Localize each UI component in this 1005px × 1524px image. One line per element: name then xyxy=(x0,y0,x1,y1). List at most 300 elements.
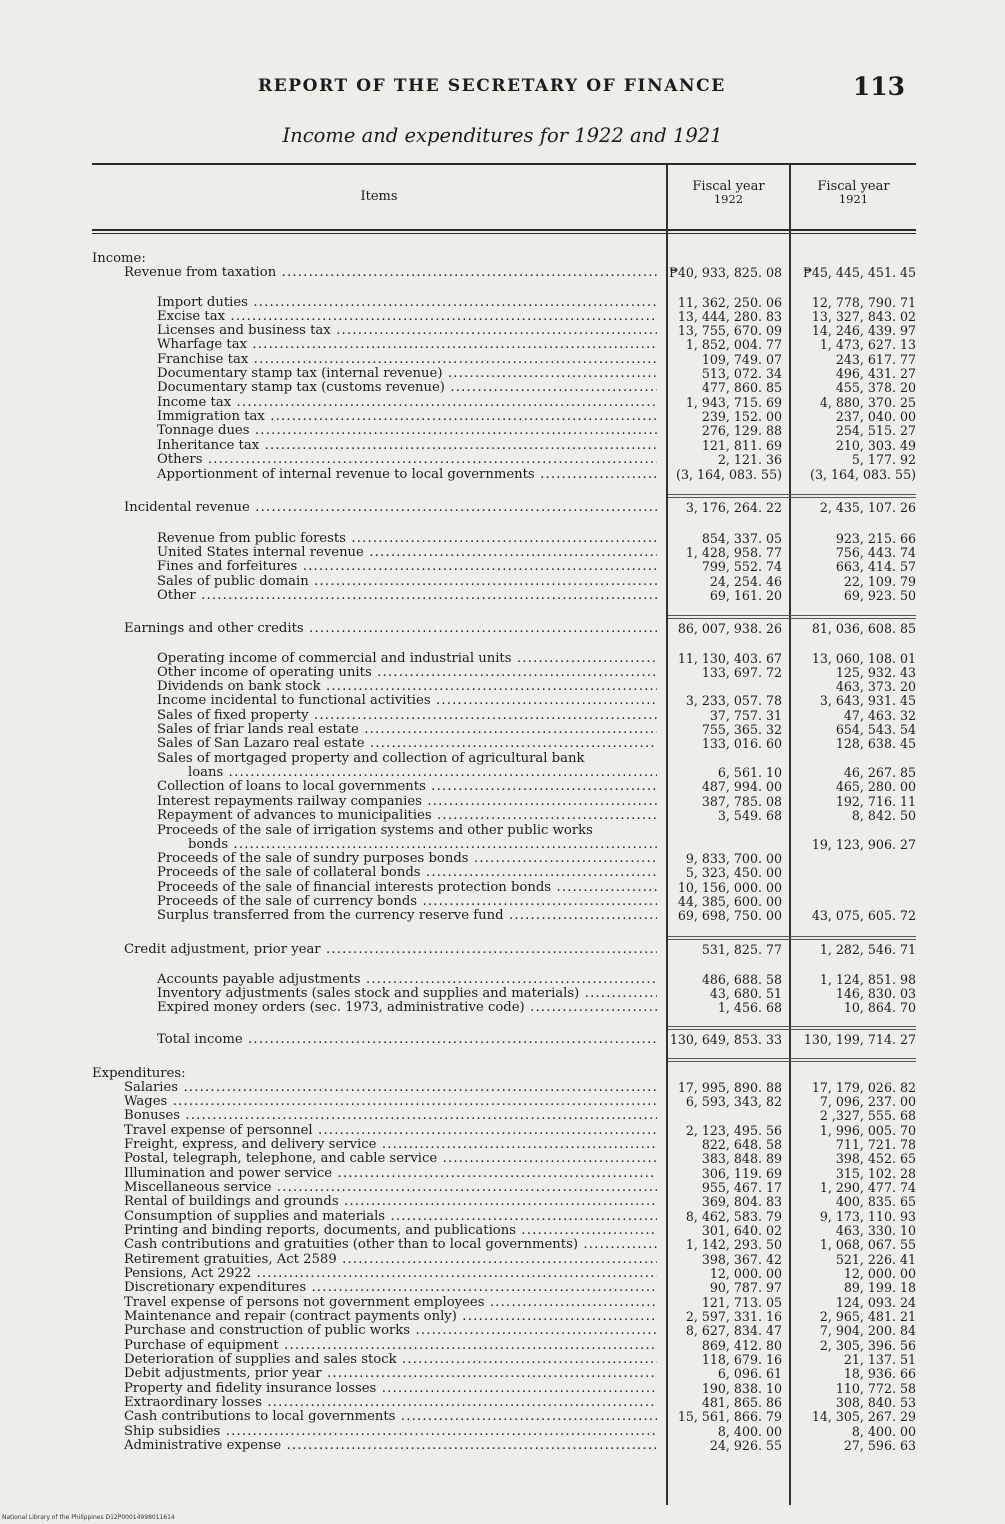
row-label: Accounts payable adjustments ..... xyxy=(157,973,657,987)
row-label: Total income ..... xyxy=(157,1033,657,1047)
table-row xyxy=(0,824,1005,838)
row-label: Maintenance and repair (contract payments only) ..... xyxy=(124,1310,657,1324)
row-label: Wages ..... xyxy=(124,1095,657,1109)
table-row xyxy=(0,468,1005,482)
row-label: Documentary stamp tax (internal revenue) ..... xyxy=(157,367,657,381)
subtotal-rule xyxy=(668,1026,916,1027)
value-fy1921: 46, 267. 85 xyxy=(843,765,916,780)
row-label: Proceeds of the sale of irrigation systems and other public works xyxy=(157,823,593,838)
row-label: bonds ..... xyxy=(188,838,657,852)
row-label: Printing and binding reports, documents, and publications ..... xyxy=(124,1224,657,1238)
table-row xyxy=(0,501,1005,515)
row-label: Income tax ..... xyxy=(157,396,657,410)
value-fy1921: 1, 473, 627. 13 xyxy=(819,337,916,352)
value-fy1921: 43, 075, 605. 72 xyxy=(811,908,916,923)
row-label: Sales of mortgaged property and collection of agricultural bank xyxy=(157,751,585,766)
subtotal-rule xyxy=(668,618,916,619)
value-fy1921: 400, 835. 65 xyxy=(835,1194,916,1209)
value-fy1921: 89, 199. 18 xyxy=(843,1280,916,1295)
table-row xyxy=(0,1095,1005,1109)
value-fy1921: 110, 772. 58 xyxy=(835,1381,916,1396)
table-row xyxy=(0,1310,1005,1324)
value-fy1922: 13, 444, 280. 83 xyxy=(677,309,782,324)
table-row xyxy=(0,1382,1005,1396)
table-row xyxy=(0,1167,1005,1181)
value-fy1922: 2, 121. 36 xyxy=(717,452,782,467)
row-label: Tonnage dues ..... xyxy=(157,424,657,438)
table-row xyxy=(0,560,1005,574)
table-row xyxy=(0,737,1005,751)
value-fy1921: 21, 137. 51 xyxy=(843,1352,916,1367)
value-fy1922: 8, 462, 583. 79 xyxy=(685,1209,782,1224)
value-fy1922: 6, 561. 10 xyxy=(717,765,782,780)
value-fy1922: 15, 561, 866. 79 xyxy=(677,1409,782,1424)
value-fy1921: 124, 093. 24 xyxy=(835,1295,916,1310)
row-label: Freight, express, and delivery service ..... xyxy=(124,1138,657,1152)
value-fy1921: 2, 435, 107. 26 xyxy=(819,500,916,515)
value-fy1921: 1, 996, 005. 70 xyxy=(819,1123,916,1138)
value-fy1921: 7, 096, 237. 00 xyxy=(819,1094,916,1109)
value-fy1921: 210, 303. 49 xyxy=(835,438,916,453)
running-head xyxy=(250,72,905,112)
row-label: Cash contributions to local governments ..... xyxy=(124,1410,657,1424)
value-fy1922: 239, 152. 00 xyxy=(701,409,782,424)
table-row xyxy=(0,666,1005,680)
table-row xyxy=(0,1253,1005,1267)
value-fy1922: 531, 825. 77 xyxy=(701,942,782,957)
value-fy1922: 306, 119. 69 xyxy=(701,1166,782,1181)
value-fy1921: 711, 721. 78 xyxy=(835,1137,916,1152)
header-bottom-rule-2 xyxy=(92,233,916,234)
header-fiscal-1922-year: 1922 xyxy=(713,192,744,206)
value-fy1922: 1, 852, 004. 77 xyxy=(685,337,782,352)
value-fy1922: 12, 000. 00 xyxy=(709,1266,782,1281)
subtotal-rule xyxy=(668,1029,916,1030)
value-fy1921: 22, 109. 79 xyxy=(843,574,916,589)
row-label: Proceeds of the sale of collateral bonds ..... xyxy=(157,866,657,880)
table-row xyxy=(0,1124,1005,1138)
row-label: Expired money orders (sec. 1973, administrative code) ..... xyxy=(157,1001,657,1015)
header-bottom-rule xyxy=(92,229,916,231)
row-label: Sales of fixed property ..... xyxy=(157,709,657,723)
value-fy1921: 69, 923. 50 xyxy=(843,588,916,603)
table-row xyxy=(0,780,1005,794)
row-label: Travel expense of personnel ..... xyxy=(124,1124,657,1138)
table-row xyxy=(0,1296,1005,1310)
table-row xyxy=(0,838,1005,852)
value-fy1922: 486, 688. 58 xyxy=(701,972,782,987)
table-row xyxy=(0,973,1005,987)
row-label: loans ..... xyxy=(188,766,657,780)
row-label: Deterioration of supplies and sales stock ..... xyxy=(124,1353,657,1367)
row-label: Revenue from public forests ..... xyxy=(157,532,657,546)
value-fy1921: 8, 400. 00 xyxy=(851,1424,916,1439)
value-fy1922: 487, 994. 00 xyxy=(701,779,782,794)
value-fy1921: 308, 840. 53 xyxy=(835,1395,916,1410)
row-label: Bonuses ..... xyxy=(124,1109,657,1123)
value-fy1921: 3, 643, 931. 45 xyxy=(819,693,916,708)
row-label: Incidental revenue ..... xyxy=(124,501,657,515)
value-fy1922: 69, 698, 750. 00 xyxy=(677,908,782,923)
row-label: Import duties ..... xyxy=(157,296,657,310)
value-fy1921: 192, 716. 11 xyxy=(835,794,916,809)
table-row xyxy=(0,866,1005,880)
table-row xyxy=(0,1138,1005,1152)
value-fy1922: 24, 926. 55 xyxy=(709,1438,782,1453)
value-fy1921: 398, 452. 65 xyxy=(835,1151,916,1166)
row-label: Sales of public domain ..... xyxy=(157,575,657,589)
table-row xyxy=(0,546,1005,560)
value-fy1922: 8, 400. 00 xyxy=(717,1424,782,1439)
table-row xyxy=(0,381,1005,395)
table-row xyxy=(0,1281,1005,1295)
footer-credit: National Library of the Philippines D12P00014998011614 xyxy=(2,1514,175,1521)
value-fy1921: 237, 040. 00 xyxy=(835,409,916,424)
table-top-rule xyxy=(92,163,916,165)
table-row xyxy=(0,1396,1005,1410)
row-label: Salaries ..... xyxy=(124,1081,657,1095)
table-row xyxy=(0,367,1005,381)
row-label: Revenue from taxation ..... xyxy=(124,266,657,280)
value-fy1921: 756, 443. 74 xyxy=(835,545,916,560)
row-label: Expenditures: xyxy=(92,1066,186,1081)
value-fy1921: 1, 290, 477. 74 xyxy=(819,1180,916,1195)
row-label: Consumption of supplies and materials ..... xyxy=(124,1210,657,1224)
value-fy1921: 10, 864. 70 xyxy=(843,1000,916,1015)
value-fy1922: 477, 860. 85 xyxy=(701,380,782,395)
row-label: Apportionment of internal revenue to local governments ..... xyxy=(157,468,657,482)
value-fy1922: (3, 164, 083. 55) xyxy=(676,467,782,482)
subtotal-rule xyxy=(668,615,916,616)
table-title: Income and expenditures for 1922 and 1921 xyxy=(282,124,723,147)
table-row xyxy=(0,895,1005,909)
value-fy1921: 1, 068, 067. 55 xyxy=(819,1237,916,1252)
table-row xyxy=(0,453,1005,467)
value-fy1922: 822, 648. 58 xyxy=(701,1137,782,1152)
value-fy1922: 69, 161. 20 xyxy=(709,588,782,603)
value-fy1922: 955, 467. 17 xyxy=(701,1180,782,1195)
value-fy1921: 8, 842. 50 xyxy=(851,808,916,823)
value-fy1921: 923, 215. 66 xyxy=(835,531,916,546)
value-fy1922: 44, 385, 600. 00 xyxy=(677,894,782,909)
row-label: Proceeds of the sale of currency bonds ..... xyxy=(157,895,657,909)
value-fy1921: 128, 638. 45 xyxy=(835,736,916,751)
value-fy1922: 5, 323, 450. 00 xyxy=(685,865,782,880)
value-fy1921: 654, 543. 54 xyxy=(835,722,916,737)
value-fy1921: 12, 000. 00 xyxy=(843,1266,916,1281)
row-label: United States internal revenue ..... xyxy=(157,546,657,560)
value-fy1922: 369, 804. 83 xyxy=(701,1194,782,1209)
value-fy1921: 1, 282, 546. 71 xyxy=(819,942,916,957)
table-row xyxy=(0,1367,1005,1381)
row-label: Other income of operating units ..... xyxy=(157,666,657,680)
value-fy1922: 869, 412. 80 xyxy=(701,1338,782,1353)
value-fy1922: 481, 865. 86 xyxy=(701,1395,782,1410)
row-label: Licenses and business tax ..... xyxy=(157,324,657,338)
value-fy1922: 109, 749. 07 xyxy=(701,352,782,367)
row-label: Retirement gratuities, Act 2589 ..... xyxy=(124,1253,657,1267)
value-fy1922: 276, 129. 88 xyxy=(701,423,782,438)
table-row xyxy=(0,795,1005,809)
table-row xyxy=(0,1267,1005,1281)
row-label: Earnings and other credits ..... xyxy=(124,622,657,636)
total-rule xyxy=(668,1058,916,1059)
value-fy1921: 12, 778, 790. 71 xyxy=(811,295,916,310)
value-fy1921: 2 ,327, 555. 68 xyxy=(819,1108,916,1123)
table-row xyxy=(0,424,1005,438)
row-label: Inventory adjustments (sales stock and supplies and materials) ..... xyxy=(157,987,657,1001)
value-fy1921: 521, 226. 41 xyxy=(835,1252,916,1267)
value-fy1922: 398, 367. 42 xyxy=(701,1252,782,1267)
row-label: Franchise tax ..... xyxy=(157,353,657,367)
value-fy1922: 133, 016. 60 xyxy=(701,736,782,751)
value-fy1922: 90, 787. 97 xyxy=(709,1280,782,1295)
value-fy1921: 81, 036, 608. 85 xyxy=(811,621,916,636)
row-label: Property and fidelity insurance losses ..... xyxy=(124,1382,657,1396)
row-label: Postal, telegraph, telephone, and cable service ..... xyxy=(124,1152,657,1166)
value-fy1921: 19, 123, 906. 27 xyxy=(811,837,916,852)
table-row xyxy=(0,709,1005,723)
value-fy1922: 118, 679. 16 xyxy=(701,1352,782,1367)
table-row xyxy=(0,943,1005,957)
table-row xyxy=(0,1195,1005,1209)
value-fy1922: 1, 428, 958. 77 xyxy=(685,545,782,560)
value-fy1921: 14, 305, 267. 29 xyxy=(811,1409,916,1424)
header-fiscal-1921-year: 1921 xyxy=(838,192,869,206)
value-fy1922: 6, 593, 343, 82 xyxy=(685,1094,782,1109)
value-fy1921: 4, 880, 370. 25 xyxy=(819,395,916,410)
row-label: Miscellaneous service ..... xyxy=(124,1181,657,1195)
value-fy1921: 496, 431. 27 xyxy=(835,366,916,381)
table-row xyxy=(0,1152,1005,1166)
total-rule xyxy=(668,1061,916,1062)
value-fy1921: 463, 330. 10 xyxy=(835,1223,916,1238)
value-fy1922: 3, 233, 057. 78 xyxy=(685,693,782,708)
table-row xyxy=(0,809,1005,823)
table-row xyxy=(0,589,1005,603)
value-fy1922: 10, 156, 000. 00 xyxy=(677,880,782,895)
value-fy1921: 27, 596. 63 xyxy=(843,1438,916,1453)
value-fy1922: 86, 007, 938. 26 xyxy=(677,621,782,636)
table-row xyxy=(0,652,1005,666)
value-fy1921: 7, 904, 200. 84 xyxy=(819,1323,916,1338)
value-fy1921: 130, 199, 714. 27 xyxy=(803,1032,916,1047)
row-label: Inheritance tax ..... xyxy=(157,439,657,453)
table-row xyxy=(0,1410,1005,1424)
value-fy1921: 47, 463. 32 xyxy=(843,708,916,723)
row-label: Income: xyxy=(92,251,146,266)
table-row xyxy=(0,622,1005,636)
value-fy1922: 9, 833, 700. 00 xyxy=(685,851,782,866)
value-fy1922: ₱40, 933, 825. 08 xyxy=(668,265,782,280)
value-fy1921: 13, 327, 843. 02 xyxy=(811,309,916,324)
value-fy1921: 2, 305, 396. 56 xyxy=(819,1338,916,1353)
value-fy1921: (3, 164, 083. 55) xyxy=(810,467,916,482)
row-label: Cash contributions and gratuities (other than to local governments) ..... xyxy=(124,1238,657,1252)
row-label: Debit adjustments, prior year ..... xyxy=(124,1367,657,1381)
value-fy1921: ₱45, 445, 451. 45 xyxy=(802,265,916,280)
row-label: Administrative expense ..... xyxy=(124,1439,657,1453)
table-row xyxy=(0,338,1005,352)
table-row xyxy=(0,1353,1005,1367)
row-label: Travel expense of persons not government employees ..... xyxy=(124,1296,657,1310)
value-fy1922: 121, 713. 05 xyxy=(701,1295,782,1310)
value-fy1922: 6, 096. 61 xyxy=(717,1366,782,1381)
row-label: Discretionary expenditures ..... xyxy=(124,1281,657,1295)
value-fy1922: 8, 627, 834. 47 xyxy=(685,1323,782,1338)
table-row xyxy=(0,987,1005,1001)
row-label: Repayment of advances to municipalities ..... xyxy=(157,809,657,823)
running-title: REPORT OF THE SECRETARY OF FINANCE xyxy=(258,76,726,96)
row-label: Ship subsidies ..... xyxy=(124,1425,657,1439)
table-row xyxy=(0,852,1005,866)
table-row xyxy=(0,909,1005,923)
table-row xyxy=(0,396,1005,410)
value-fy1922: 24, 254. 46 xyxy=(709,574,782,589)
row-label: Purchase of equipment ..... xyxy=(124,1339,657,1353)
header-fiscal-1921-line1: Fiscal year xyxy=(817,179,890,194)
table-row xyxy=(0,252,1005,266)
row-label: Others ..... xyxy=(157,453,657,467)
table-row xyxy=(0,723,1005,737)
value-fy1922: 2, 123, 495. 56 xyxy=(685,1123,782,1138)
value-fy1922: 3, 549. 68 xyxy=(717,808,782,823)
value-fy1922: 190, 838. 10 xyxy=(701,1381,782,1396)
page-number: 113 xyxy=(852,72,905,101)
table-row xyxy=(0,1339,1005,1353)
table-row xyxy=(0,353,1005,367)
value-fy1921: 455, 378. 20 xyxy=(835,380,916,395)
subtotal-rule xyxy=(668,497,916,498)
row-label: Sales of friar lands real estate ..... xyxy=(157,723,657,737)
row-label: Income incidental to functional activities ..... xyxy=(157,694,657,708)
row-label: Documentary stamp tax (customs revenue) ..... xyxy=(157,381,657,395)
value-fy1922: 1, 142, 293. 50 xyxy=(685,1237,782,1252)
value-fy1921: 465, 280. 00 xyxy=(835,779,916,794)
value-fy1921: 663, 414. 57 xyxy=(835,559,916,574)
table-row xyxy=(0,575,1005,589)
table-row xyxy=(0,1238,1005,1252)
subtotal-rule xyxy=(668,494,916,495)
table-row xyxy=(0,1001,1005,1015)
table-row xyxy=(0,1324,1005,1338)
value-fy1921: 17, 179, 026. 82 xyxy=(811,1080,916,1095)
row-label: Rental of buildings and grounds ..... xyxy=(124,1195,657,1209)
table-row xyxy=(0,532,1005,546)
row-label: Other ..... xyxy=(157,589,657,603)
table-row xyxy=(0,266,1005,280)
value-fy1921: 463, 373. 20 xyxy=(835,679,916,694)
subtotal-rule xyxy=(668,939,916,940)
row-label: Sales of San Lazaro real estate ..... xyxy=(157,737,657,751)
value-fy1921: 14, 246, 439. 97 xyxy=(811,323,916,338)
table-row xyxy=(0,1033,1005,1047)
header-items xyxy=(92,191,666,203)
table-row xyxy=(0,324,1005,338)
table-row xyxy=(0,1109,1005,1123)
table-row xyxy=(0,1439,1005,1453)
table-row xyxy=(0,1181,1005,1195)
row-label: Credit adjustment, prior year ..... xyxy=(124,943,657,957)
value-fy1922: 17, 995, 890. 88 xyxy=(677,1080,782,1095)
value-fy1921: 5, 177. 92 xyxy=(851,452,916,467)
row-label: Pensions, Act 2922 ..... xyxy=(124,1267,657,1281)
value-fy1922: 3, 176, 264. 22 xyxy=(685,500,782,515)
row-label: Extraordinary losses ..... xyxy=(124,1396,657,1410)
table-row xyxy=(0,694,1005,708)
value-fy1922: 11, 362, 250. 06 xyxy=(677,295,782,310)
header-fiscal-1922 xyxy=(668,181,789,205)
value-fy1921: 315, 102. 28 xyxy=(835,1166,916,1181)
table-row xyxy=(0,1081,1005,1095)
table-row xyxy=(0,1224,1005,1238)
value-fy1921: 9, 173, 110. 93 xyxy=(819,1209,916,1224)
table-row xyxy=(0,680,1005,694)
table-row xyxy=(0,410,1005,424)
value-fy1922: 43, 680. 51 xyxy=(709,986,782,1001)
row-label: Purchase and construction of public works ..... xyxy=(124,1324,657,1338)
table-row xyxy=(0,752,1005,766)
row-label: Dividends on bank stock ..... xyxy=(157,680,657,694)
table-row xyxy=(0,1425,1005,1439)
row-label: Immigration tax ..... xyxy=(157,410,657,424)
row-label: Interest repayments railway companies ..... xyxy=(157,795,657,809)
value-fy1921: 13, 060, 108. 01 xyxy=(811,651,916,666)
value-fy1921: 18, 936. 66 xyxy=(843,1366,916,1381)
value-fy1922: 133, 697. 72 xyxy=(701,665,782,680)
value-fy1922: 130, 649, 853. 33 xyxy=(669,1032,782,1047)
value-fy1922: 387, 785. 08 xyxy=(701,794,782,809)
table-row xyxy=(0,296,1005,310)
value-fy1922: 11, 130, 403. 67 xyxy=(677,651,782,666)
value-fy1922: 383, 848. 89 xyxy=(701,1151,782,1166)
table-row xyxy=(0,439,1005,453)
value-fy1921: 254, 515. 27 xyxy=(835,423,916,438)
table-row xyxy=(0,1210,1005,1224)
header-fiscal-1922-line1: Fiscal year xyxy=(692,179,765,194)
subtotal-rule xyxy=(668,936,916,937)
row-label: Surplus transferred from the currency reserve fund ..... xyxy=(157,909,657,923)
value-fy1922: 854, 337. 05 xyxy=(701,531,782,546)
table-row xyxy=(0,310,1005,324)
row-label: Fines and forfeitures ..... xyxy=(157,560,657,574)
value-fy1921: 125, 932. 43 xyxy=(835,665,916,680)
value-fy1921: 1, 124, 851. 98 xyxy=(819,972,916,987)
row-label: Operating income of commercial and industrial units ..... xyxy=(157,652,657,666)
value-fy1922: 13, 755, 670. 09 xyxy=(677,323,782,338)
value-fy1922: 301, 640. 02 xyxy=(701,1223,782,1238)
table-row xyxy=(0,881,1005,895)
value-fy1921: 146, 830. 03 xyxy=(835,986,916,1001)
value-fy1922: 121, 811. 69 xyxy=(701,438,782,453)
value-fy1921: 2, 965, 481. 21 xyxy=(819,1309,916,1324)
value-fy1922: 799, 552. 74 xyxy=(701,559,782,574)
table-row xyxy=(0,766,1005,780)
row-label: Excise tax ..... xyxy=(157,310,657,324)
value-fy1922: 37, 757. 31 xyxy=(709,708,782,723)
value-fy1921: 243, 617. 77 xyxy=(835,352,916,367)
row-label: Proceeds of the sale of financial interests protection bonds ..... xyxy=(157,881,657,895)
header-fiscal-1921 xyxy=(791,181,916,205)
value-fy1922: 1, 456. 68 xyxy=(717,1000,782,1015)
value-fy1922: 513, 072. 34 xyxy=(701,366,782,381)
value-fy1922: 1, 943, 715. 69 xyxy=(685,395,782,410)
row-label: Illumination and power service ..... xyxy=(124,1167,657,1181)
row-label: Proceeds of the sale of sundry purposes bonds ..... xyxy=(157,852,657,866)
row-label: Collection of loans to local governments ..... xyxy=(157,780,657,794)
value-fy1922: 755, 365. 32 xyxy=(701,722,782,737)
row-label: Wharfage tax ..... xyxy=(157,338,657,352)
